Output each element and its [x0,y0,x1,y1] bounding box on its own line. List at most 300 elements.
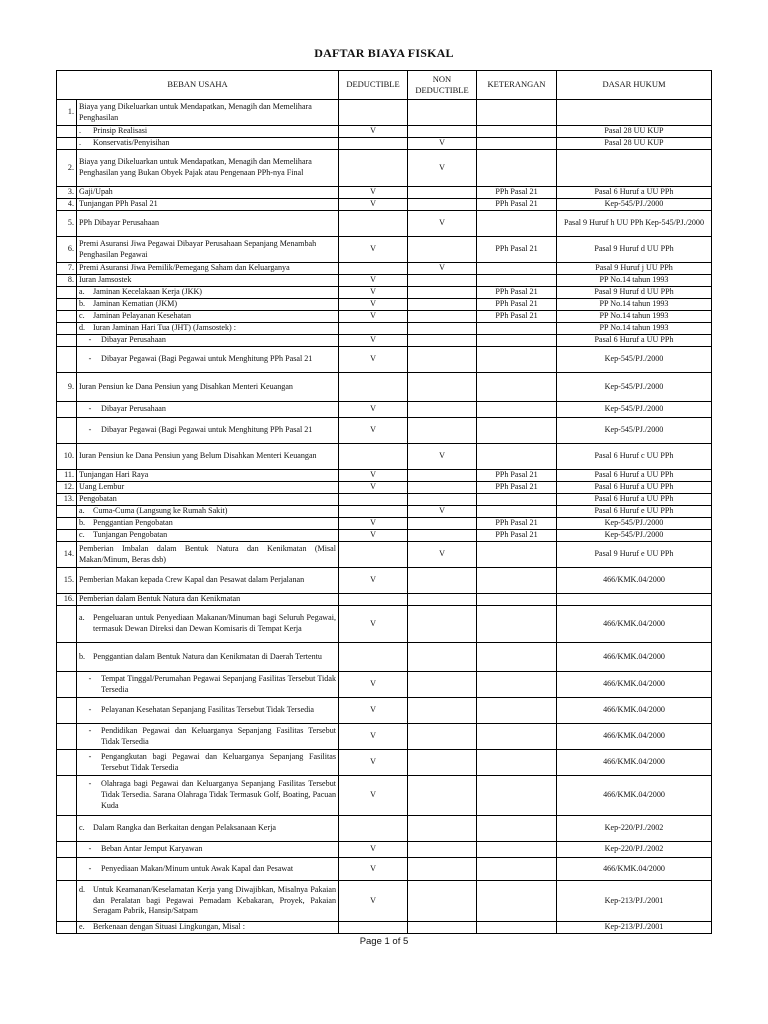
item-marker: b. [79,518,86,528]
row-description [77,237,339,263]
row-text: Iuran Jamsostek [79,275,132,285]
table-row [57,858,712,881]
keterangan-cell [477,275,557,287]
row-text: Penyediaan Makan/Minum untuk Awak Kapal dan Pesawat [101,863,294,873]
row-number: 11. [57,470,77,482]
dasar-hukum-cell: Kep-545/PJ./2000 [557,402,712,418]
row-text: Dibayar Pegawai (Bagi Pegawai untuk Menghitung PPh Pasal 21 [101,354,313,364]
row-number [57,335,77,347]
table-header-row [57,71,712,100]
deductible-mark [339,506,408,518]
deductible-mark [339,643,408,672]
dasar-hukum-cell: PP No.14 tahun 1993 [557,311,712,323]
row-description [77,776,339,816]
deductible-mark: V [339,750,408,776]
deductible-mark [339,138,408,150]
row-text: Jaminan Kecelakaan Kerja (JKK) [93,287,202,297]
row-number [57,506,77,518]
table-row [57,506,712,518]
deductible-mark: V [339,881,408,922]
dasar-hukum-cell: Pasal 6 Huruf a UU PPh [557,187,712,199]
item-marker: c. [79,530,85,540]
row-text: Olahraga bagi Pegawai dan Keluarganya Sepanjang Fasilitas Tersebut Tidak Tersedia. Sarana Olahraga Tidak Termasuk Golf, Boating, Pacuan Kuda [101,779,336,810]
deductible-mark: V [339,606,408,643]
row-text: Jaminan Pelayanan Kesehatan [93,311,191,321]
keterangan-cell [477,594,557,606]
deductible-mark [339,323,408,335]
non-deductible-mark [408,335,477,347]
row-description [77,750,339,776]
header-beban-usaha: BEBAN USAHA [57,71,339,100]
non-deductible-mark [408,776,477,816]
dash-marker: - [88,673,92,683]
keterangan-cell [477,922,557,934]
dasar-hukum-cell: Pasal 6 Huruf a UU PPh [557,482,712,494]
row-description [77,606,339,643]
dasar-hukum-cell: Pasal 9 Huruf d UU PPh [557,237,712,263]
row-number: 16. [57,594,77,606]
row-number [57,402,77,418]
dasar-hukum-cell [557,100,712,126]
keterangan-cell [477,776,557,816]
non-deductible-mark [408,643,477,672]
row-description [77,542,339,568]
dasar-hukum-cell: Kep-213/PJ./2001 [557,881,712,922]
table-row [57,263,712,275]
dasar-hukum-cell: Pasal 28 UU KUP [557,138,712,150]
keterangan-cell [477,858,557,881]
deductible-mark: V [339,311,408,323]
table-row [57,418,712,444]
row-number: 4. [57,199,77,211]
non-deductible-mark [408,311,477,323]
dash-marker: - [88,751,92,761]
dasar-hukum-cell: Kep-220/PJ./2002 [557,842,712,858]
dasar-hukum-cell: 466/KMK.04/2000 [557,750,712,776]
row-description [77,530,339,542]
keterangan-cell [477,494,557,506]
item-marker: a. [79,613,85,623]
item-marker: . [79,138,82,148]
row-text: Iuran Jaminan Hari Tua (JHT) (Jamsostek) : [93,323,236,333]
deductible-mark: V [339,335,408,347]
keterangan-cell: PPh Pasal 21 [477,530,557,542]
non-deductible-mark [408,373,477,402]
row-number [57,816,77,842]
table-row [57,542,712,568]
dash-marker: - [88,779,92,789]
row-description [77,187,339,199]
dasar-hukum-cell: PP No.14 tahun 1993 [557,323,712,335]
dasar-hukum-cell: Kep-213/PJ./2001 [557,922,712,934]
row-number [57,518,77,530]
row-description [77,402,339,418]
row-text: Biaya yang Dikeluarkan untuk Mendapatkan, Menagih dan Memelihara Penghasilan [79,101,312,122]
row-number [57,347,77,373]
non-deductible-mark: V [408,506,477,518]
item-marker: a. [79,287,85,297]
dasar-hukum-cell: Kep-545/PJ./2000 [557,373,712,402]
row-number [57,881,77,922]
header-dasar-hukum: DASAR HUKUM [557,71,712,100]
header-non-line2: DEDUCTIBLE [415,85,469,95]
table-row [57,126,712,138]
row-text: Dalam Rangka dan Berkaitan dengan Pelaksanaan Kerja [93,823,276,833]
row-text: Pemberian dalam Bentuk Natura dan Kenikmatan [79,594,241,604]
row-text: Penggantian Pengobatan [93,518,173,528]
row-description [77,881,339,922]
deductible-mark: V [339,672,408,698]
dasar-hukum-cell: 466/KMK.04/2000 [557,698,712,724]
dasar-hukum-cell: Pasal 6 Huruf e UU PPh [557,506,712,518]
table-row [57,643,712,672]
keterangan-cell: PPh Pasal 21 [477,199,557,211]
table-row [57,187,712,199]
deductible-mark: V [339,402,408,418]
table-row [57,287,712,299]
keterangan-cell [477,150,557,187]
keterangan-cell: PPh Pasal 21 [477,187,557,199]
keterangan-cell [477,724,557,750]
row-text: Tunjangan PPh Pasal 21 [79,199,158,209]
keterangan-cell [477,816,557,842]
row-description [77,263,339,275]
row-text: Pengangkutan bagi Pegawai dan Keluarganya Sepanjang Fasilitas Tersebut Tidak Tersedia [101,751,336,772]
row-description [77,506,339,518]
row-number: 5. [57,211,77,237]
dasar-hukum-cell: Kep-545/PJ./2000 [557,347,712,373]
non-deductible-mark [408,858,477,881]
row-description [77,698,339,724]
row-number: 2. [57,150,77,187]
deductible-mark: V [339,842,408,858]
deductible-mark: V [339,518,408,530]
row-number: 13. [57,494,77,506]
non-deductible-mark [408,816,477,842]
table-row [57,568,712,594]
non-deductible-mark [408,482,477,494]
dash-marker: - [88,863,92,873]
deductible-mark: V [339,418,408,444]
non-deductible-mark [408,672,477,698]
dasar-hukum-cell: 466/KMK.04/2000 [557,724,712,750]
row-description [77,138,339,150]
dasar-hukum-cell: Kep-220/PJ./2002 [557,816,712,842]
non-deductible-mark [408,299,477,311]
deductible-mark [339,263,408,275]
non-deductible-mark [408,568,477,594]
dasar-hukum-cell [557,150,712,187]
non-deductible-mark [408,594,477,606]
page-footer: Page 1 of 5 [359,936,409,947]
deductible-mark: V [339,568,408,594]
dash-marker: - [88,404,92,414]
dasar-hukum-cell: Pasal 9 Huruf h UU PPh Kep-545/PJ./2000 [557,211,712,237]
deductible-mark: V [339,199,408,211]
row-description [77,299,339,311]
keterangan-cell [477,842,557,858]
dasar-hukum-cell: PP No.14 tahun 1993 [557,275,712,287]
row-text: Pemberian Imbalan dalam Bentuk Natura dan Kenikmatan (Misal Makan/Minum, Beras dsb) [79,543,336,564]
non-deductible-mark [408,237,477,263]
deductible-mark: V [339,275,408,287]
row-text: Tempat Tinggal/Perumahan Pegawai Sepanjang Fasilitas Tersebut Tidak Tersedia [101,673,336,694]
table-row [57,402,712,418]
keterangan-cell [477,750,557,776]
non-deductible-mark [408,402,477,418]
row-number: 1. [57,100,77,126]
row-number [57,126,77,138]
row-number: 14. [57,542,77,568]
table-row [57,444,712,470]
row-text: Premi Asuransi Jiwa Pemilik/Pemegang Saham dan Keluarganya [79,263,290,273]
row-description [77,482,339,494]
row-text: Dibayar Perusahaan [101,335,166,345]
non-deductible-mark [408,100,477,126]
row-description [77,568,339,594]
table-row [57,347,712,373]
row-number [57,530,77,542]
item-marker: b. [79,651,86,661]
row-description [77,816,339,842]
keterangan-cell: PPh Pasal 21 [477,237,557,263]
item-marker: b. [79,299,86,309]
table-row [57,482,712,494]
deductible-mark [339,444,408,470]
row-number [57,858,77,881]
non-deductible-mark: V [408,150,477,187]
dash-marker: - [88,844,92,854]
row-number [57,842,77,858]
table-row [57,299,712,311]
deductible-mark: V [339,237,408,263]
item-marker: c. [79,823,85,833]
row-number: 3. [57,187,77,199]
row-text: Cuma-Cuma (Langsung ke Rumah Sakit) [93,506,228,516]
non-deductible-mark [408,287,477,299]
dasar-hukum-cell: PP No.14 tahun 1993 [557,299,712,311]
non-deductible-mark [408,518,477,530]
row-text: Jaminan Kematian (JKM) [93,299,178,309]
table-row [57,138,712,150]
non-deductible-mark: V [408,211,477,237]
table-row [57,518,712,530]
row-text: PPh Dibayar Perusahaan [79,218,160,228]
row-description [77,444,339,470]
dasar-hukum-cell: 466/KMK.04/2000 [557,643,712,672]
keterangan-cell: PPh Pasal 21 [477,470,557,482]
row-description [77,518,339,530]
row-text: Berkenaan dengan Situasi Lingkungan, Misal : [93,922,245,932]
keterangan-cell: PPh Pasal 21 [477,482,557,494]
keterangan-cell [477,643,557,672]
deductible-mark: V [339,724,408,750]
deductible-mark [339,816,408,842]
dasar-hukum-cell: Kep-545/PJ./2000 [557,530,712,542]
non-deductible-mark [408,606,477,643]
row-text: Iuran Pensiun ke Dana Pensiun yang Disahkan Menteri Keuangan [79,381,293,391]
table-row [57,150,712,187]
row-description [77,287,339,299]
deductible-mark: V [339,299,408,311]
row-number [57,643,77,672]
non-deductible-mark [408,199,477,211]
non-deductible-mark [408,922,477,934]
non-deductible-mark: V [408,263,477,275]
dasar-hukum-cell: 466/KMK.04/2000 [557,672,712,698]
table-row [57,698,712,724]
row-description [77,275,339,287]
row-number: 8. [57,275,77,287]
row-number: 7. [57,263,77,275]
non-deductible-mark [408,323,477,335]
row-description [77,150,339,187]
keterangan-cell: PPh Pasal 21 [477,299,557,311]
non-deductible-mark [408,418,477,444]
keterangan-cell [477,881,557,922]
deductible-mark: V [339,776,408,816]
table-row [57,373,712,402]
row-text: Konservatis/Penyisihan [93,138,170,148]
document-title: DAFTAR BIAYA FISKAL [314,46,454,60]
table-row [57,672,712,698]
fiscal-cost-table [56,70,712,934]
row-number [57,606,77,643]
row-text: Prinsip Realisasi [93,126,148,136]
non-deductible-mark [408,881,477,922]
dasar-hukum-cell: Pasal 6 Huruf a UU PPh [557,494,712,506]
row-description [77,311,339,323]
table-row [57,335,712,347]
row-number: 12. [57,482,77,494]
keterangan-cell [477,568,557,594]
table-row [57,724,712,750]
table-row [57,211,712,237]
header-deductible: DEDUCTIBLE [339,71,408,100]
non-deductible-mark [408,530,477,542]
row-description [77,418,339,444]
row-number [57,287,77,299]
dasar-hukum-cell: Pasal 6 Huruf a UU PPh [557,470,712,482]
dash-marker: - [88,335,92,345]
table-row [57,311,712,323]
keterangan-cell [477,506,557,518]
deductible-mark [339,150,408,187]
row-text: Dibayar Perusahaan [101,404,166,414]
dash-marker: - [88,425,92,435]
row-number [57,724,77,750]
row-description [77,470,339,482]
dasar-hukum-cell: 466/KMK.04/2000 [557,776,712,816]
row-description [77,335,339,347]
row-text: Premi Asuransi Jiwa Pegawai Dibayar Perusahaan Sepanjang Menambah Penghasilan Pegawai [79,238,317,259]
table-row [57,323,712,335]
header-keterangan: KETERANGAN [477,71,557,100]
dash-marker: - [88,725,92,735]
dasar-hukum-cell: 466/KMK.04/2000 [557,568,712,594]
keterangan-cell: PPh Pasal 21 [477,518,557,530]
dasar-hukum-cell: Kep-545/PJ./2000 [557,199,712,211]
row-number: 10. [57,444,77,470]
table-row [57,922,712,934]
row-text: Tunjangan Pengobatan [93,530,168,540]
table-row [57,842,712,858]
non-deductible-mark [408,698,477,724]
deductible-mark: V [339,470,408,482]
deductible-mark [339,922,408,934]
keterangan-cell [477,444,557,470]
deductible-mark [339,373,408,402]
deductible-mark: V [339,530,408,542]
row-number [57,418,77,444]
row-text: Untuk Keamanan/Keselamatan Kerja yang Diwajibkan, Misalnya Pakaian dan Peralatan bagi Pegawai Pemadam Kebakaran, Proyek, Pakaian Seragam Pabrik, Hansip/Satpam [93,884,336,916]
non-deductible-mark [408,347,477,373]
dasar-hukum-cell: Pasal 9 Huruf d UU PPh [557,287,712,299]
dash-marker: - [88,705,92,715]
item-marker: c. [79,311,85,321]
item-marker: d. [79,884,86,894]
non-deductible-mark [408,275,477,287]
dasar-hukum-cell: Kep-545/PJ./2000 [557,518,712,530]
row-description [77,373,339,402]
keterangan-cell [477,263,557,275]
row-text: Tunjangan Hari Raya [79,470,149,480]
row-description [77,126,339,138]
row-description [77,858,339,881]
dasar-hukum-cell: 466/KMK.04/2000 [557,606,712,643]
dasar-hukum-cell: Pasal 6 Huruf a UU PPh [557,335,712,347]
row-number: 9. [57,373,77,402]
keterangan-cell [477,347,557,373]
item-marker: . [79,126,82,136]
table-row [57,275,712,287]
header-non-line1: NON [432,73,452,84]
table-row [57,199,712,211]
table-row [57,594,712,606]
row-number [57,323,77,335]
deductible-mark: V [339,126,408,138]
row-description [77,323,339,335]
non-deductible-mark [408,842,477,858]
deductible-mark [339,211,408,237]
dasar-hukum-cell: Pasal 9 Huruf e UU PPh [557,542,712,568]
keterangan-cell [477,335,557,347]
row-description [77,211,339,237]
non-deductible-mark [408,470,477,482]
dasar-hukum-cell: Kep-545/PJ./2000 [557,418,712,444]
deductible-mark [339,100,408,126]
non-deductible-mark [408,724,477,750]
item-marker: e. [79,922,85,932]
dasar-hukum-cell: 466/KMK.04/2000 [557,858,712,881]
table-row [57,750,712,776]
non-deductible-mark [408,187,477,199]
row-description [77,672,339,698]
keterangan-cell [477,418,557,444]
non-deductible-mark: V [408,542,477,568]
row-number [57,698,77,724]
keterangan-cell [477,126,557,138]
non-deductible-mark [408,126,477,138]
table-row [57,530,712,542]
keterangan-cell: PPh Pasal 21 [477,311,557,323]
row-text: Pengobatan [79,494,117,504]
table-row [57,237,712,263]
row-text: Pengeluaran untuk Penyediaan Makanan/Minuman bagi Seluruh Pegawai, termasuk Dewan Direksi dan Dewan Komisaris di Tempat Kerja [93,613,336,633]
row-text: Beban Antar Jemput Karyawan [101,844,203,854]
deductible-mark: V [339,187,408,199]
keterangan-cell: PPh Pasal 21 [477,287,557,299]
